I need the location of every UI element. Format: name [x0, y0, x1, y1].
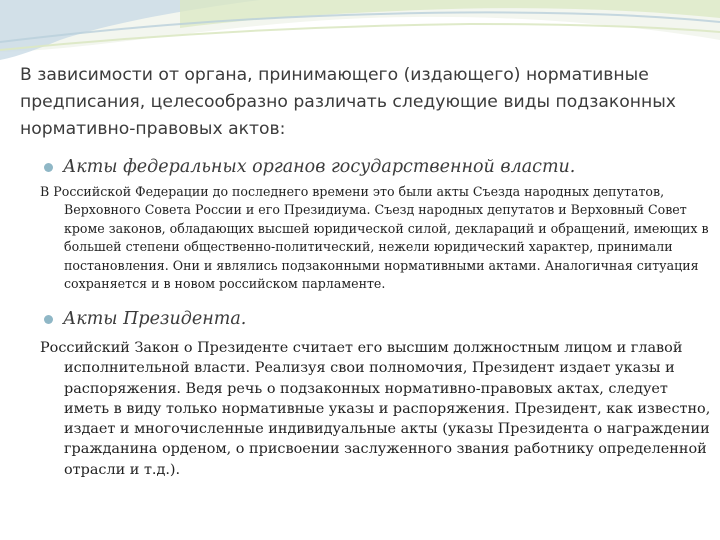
- paragraph-president-acts: Российский Закон о Президенте считает его высшим должностным лицом и главой исполнительной власти. Реализуя свои полномочия, Президент издает указы и распоряжения. Ведя речь о подзаконных нормативно-правовых актах, следует иметь в виду только нормативные указы и распоряжения. Президент, как известно, издает и многочисленные индивидуальные акты (указы Президента о награждении гражданина орденом, о присвоении заслуженного звания работнику определенной отрасли и т.д.).: [40, 340, 711, 478]
- bullet-item-president-acts: [44, 309, 246, 329]
- bullet-text: Акты федеральных органов государственной власти.: [63, 157, 576, 177]
- bullet-dot-icon: [44, 163, 53, 172]
- slide-title: В зависимости от органа, принимающего (издающего) нормативные предписания, целесообразно различать следующие виды подзаконных нормативно-правовых актов:: [20, 65, 676, 139]
- header-wave-decoration: [0, 0, 720, 70]
- bullet-dot-icon: [44, 315, 53, 324]
- paragraph-federal-acts: В Российской Федерации до последнего времени это были акты Съезда народных депутатов, Верховного Совета России и его Президиума. Съезд народных депутатов и Верховный Совет кроме законов, обладающих высшей юридической силой, деклараций и обращений, имеющих в большей степени общественно-политический, нежели юридический характер, принимали постановления. Они и являлись подзаконными нормативными актами. Аналогичная ситуация сохраняется и в новом российском парламенте.: [40, 184, 709, 292]
- bullet-text: Акты Президента.: [63, 309, 247, 329]
- bullet-item-federal-acts: [44, 157, 575, 177]
